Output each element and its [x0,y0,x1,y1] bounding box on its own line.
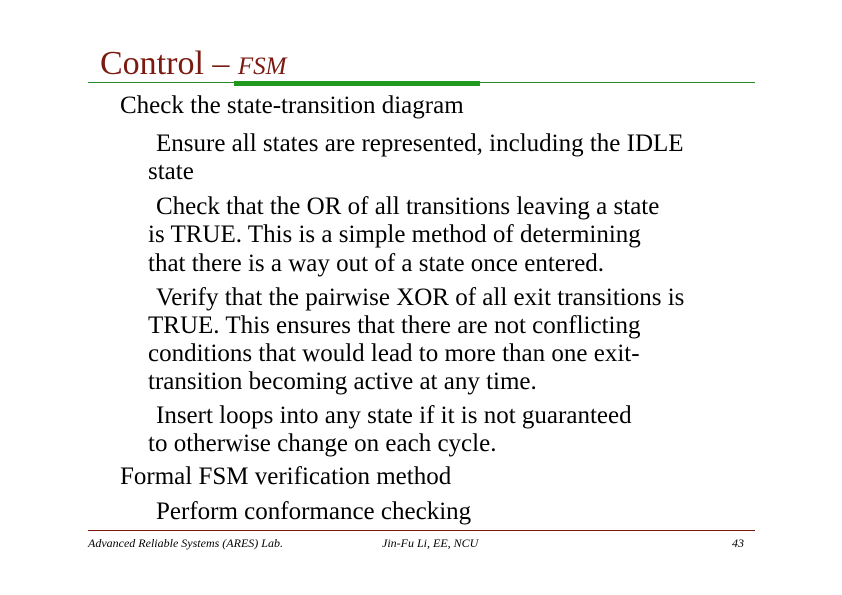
footer-lab-name: Advanced Reliable Systems (ARES) Lab. [88,536,283,550]
bullet-continuation: is TRUE. This is a simple method of determining [148,221,641,248]
bullet-continuation: transition becoming active at any time. [148,368,537,395]
footer-author: Jin-Fu Li, EE, NCU [382,536,479,550]
bullet-continuation: state [148,158,194,185]
title-subtitle: FSM [237,53,287,80]
bullet-continuation: to otherwise change on each cycle. [148,430,497,457]
footer-divider [88,530,755,531]
bullet-level2: Check that the OR of all transitions leaving a state [156,193,660,220]
bullet-continuation: TRUE. This ensures that there are not conflicting [148,312,641,339]
bullet-level2: Ensure all states are represented, including the IDLE [156,130,684,157]
bullet-level2: Verify that the pairwise XOR of all exit transitions is [156,284,685,311]
bullet-continuation: conditions that would lead to more than one exit- [148,340,640,367]
title-accent-bar [234,81,480,86]
title-main: Control – [100,45,230,82]
page-number: 43 [732,536,744,550]
bullet-continuation: that there is a way out of a state once entered. [148,250,605,277]
bullet-level2: Insert loops into any state if it is not guaranteed [156,402,632,429]
bullet-level1: Check the state-transition diagram [120,92,464,119]
bullet-level2: Perform conformance checking [156,498,472,525]
bullet-level1: Formal FSM verification method [120,463,452,490]
